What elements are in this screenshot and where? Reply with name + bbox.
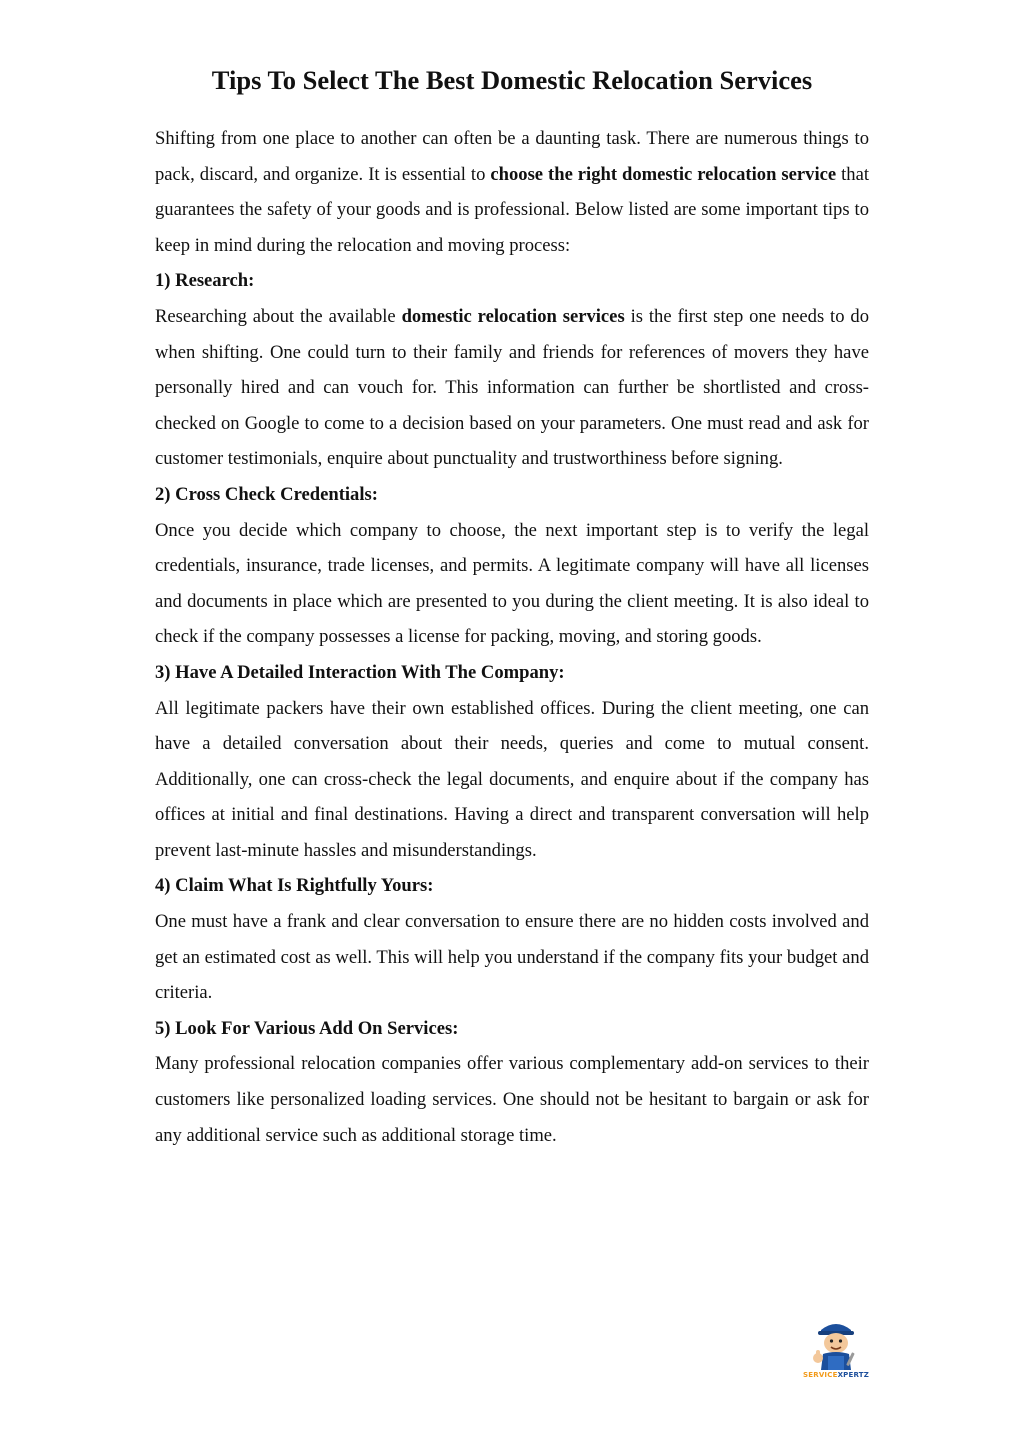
document-body (155, 121, 869, 1153)
section-heading-add-on: 5) Look For Various Add On Services: (155, 1017, 459, 1039)
research-text-continued: is the first step one needs to do when shifting. One could turn to their family and friends for references of movers they have personally hired and can vouch for. This information can further be shortlisted and cross-checked on Google to come to a decision based on your parameters. One must read and ask for customer testimonials, enquire about punctuality and trustworthiness before signing. (155, 305, 870, 470)
section-body-claim: One must have a frank and clear conversation to ensure there are no hidden costs involved and get an estimated cost as well. This will help you understand if the company fits your budget and criteria. (155, 911, 869, 1004)
section-body-research (155, 299, 869, 477)
section-heading-research: 1) Research: (155, 270, 255, 292)
logo-wordmark: SERVICEXPERTZ (803, 1371, 869, 1379)
intro-text: Shifting from one place to another can often be a daunting task. There are numerous things to pack, discard, and organize. It is essential to (155, 128, 869, 185)
section-body-credentials: Once you decide which company to choose, the next important step is to verify the legal credentials, insurance, trade licenses, and permits. A legitimate company will have all licenses and documents in place which are presented to you during the client meeting. It is also ideal to check if the company possesses a license for packing, moving, and storing goods. (155, 519, 869, 648)
research-text: Researching about the available (155, 305, 402, 327)
section-body-interaction: All legitimate packers have their own established offices. During the client meeting, one can have a detailed conversation about their needs, queries and come to mutual consent. Additionally, one can cross-check the legal documents, and enquire about if the company has offices at initial and final destinations. Having a direct and transparent conversation will help prevent last-minute hassles and misunderstandings. (155, 697, 869, 861)
mascot-face (824, 1333, 848, 1353)
intro-text-continued: that guarantees the safety of your goods and is professional. Below listed are some important tips to keep in mind during the relocation and moving process: (155, 163, 869, 256)
page-title: Tips To Select The Best Domestic Relocation Services (211, 65, 813, 95)
section-heading-interaction: 3) Have A Detailed Interaction With The Company: (155, 661, 565, 683)
research-bold-phrase: domestic relocation services (401, 305, 625, 327)
section-heading-credentials: 2) Cross Check Credentials: (155, 483, 378, 505)
intro-bold-phrase: choose the right domestic relocation service (490, 163, 837, 185)
section-heading-claim: 4) Claim What Is Rightfully Yours: (155, 875, 434, 897)
servicexpertz-logo (801, 1316, 871, 1388)
mascot-icon (801, 1316, 871, 1372)
section-body-add-on: Many professional relocation companies offer various complementary add-on services to their customers like personalized loading services. One should not be hesitant to bargain or ask for any additional service such as additional storage time. (155, 1053, 869, 1146)
intro-paragraph (155, 121, 869, 263)
